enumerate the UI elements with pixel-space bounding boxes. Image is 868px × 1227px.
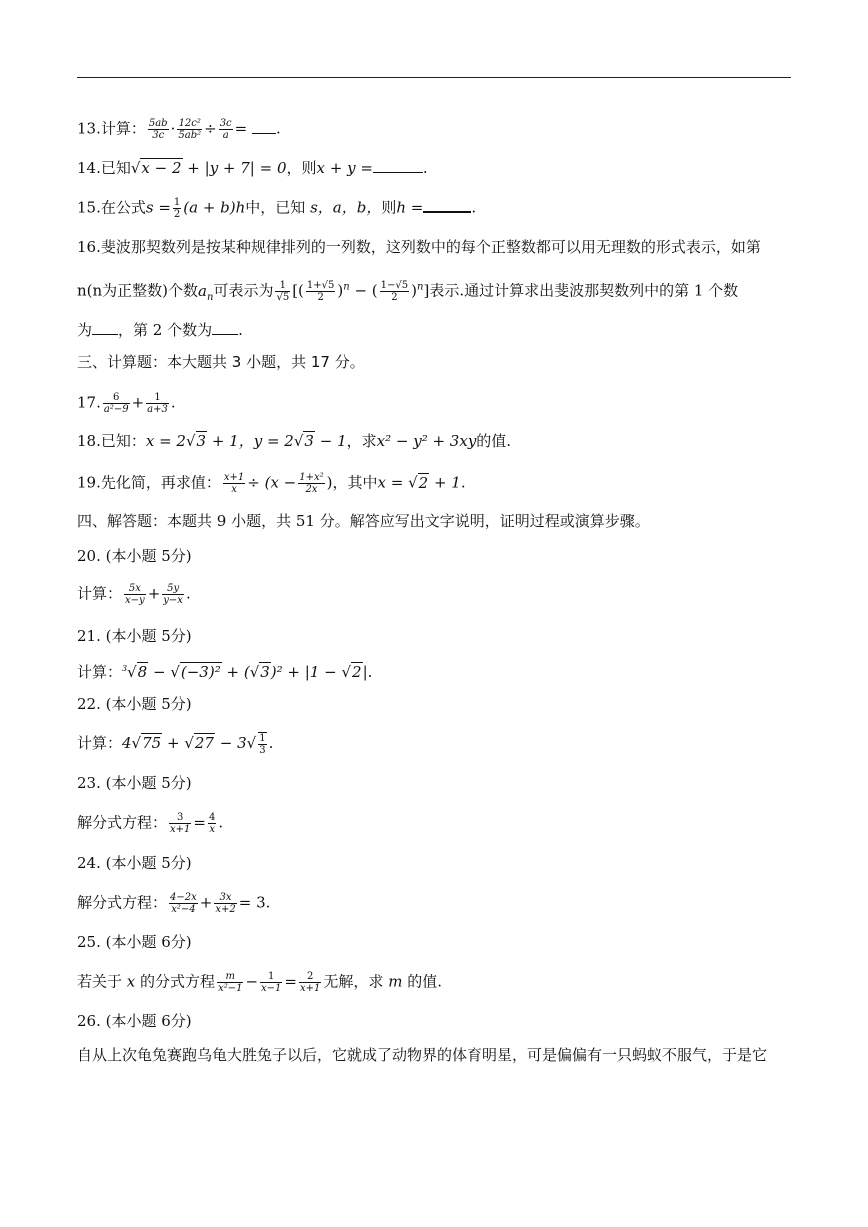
question-16-line-3: 为 ，第 2 个数为 . — [77, 321, 243, 339]
question-23-heading: 23. (本小题 5分) — [77, 774, 192, 792]
question-21-heading: 21. (本小题 5分) — [77, 627, 192, 645]
question-25-heading: 25. (本小题 6分) — [77, 933, 192, 951]
question-26: 自从上次龟兔赛跑乌龟大胜兔子以后，它就成了动物界的体育明星，可是偏偏有一只蚂蚁不服气，于是它 — [77, 1046, 768, 1064]
question-19: 19.先化简，再求值： $\frac{x+1}{x}$ ÷ (x − $\frac{\text{1+x²}}{2x}$ )，其中x = √2 + 1. — [77, 472, 466, 495]
question-14: 14.已知√x − 2 + |y + 7| = 0，则x + y = . — [77, 159, 428, 177]
question-15: 15.在公式s = $\frac{1}{2}$ (a + b)h中，已知 s，a，b，则h = . — [77, 197, 477, 220]
section-3-heading: 三、计算题：本大题共 3 小题，共 17 分。 — [77, 353, 365, 371]
question-25: 若关于 x 的分式方程 $\frac{m}{\text{x²−1}}$ − $\frac{1}{x-1}$ = $\frac{2}{x+1}$ 无解，求 m 的值. — [77, 971, 442, 994]
question-21: 计算：$^3$√8 − √(−3)² + (√3)² + |1 − √2|. — [77, 663, 373, 681]
section-4-heading: 四、解答题：本题共 9 小题，共 51 分。解答应写出文字说明，证明过程或演算步骤。 — [77, 512, 650, 530]
header-rule — [77, 77, 791, 78]
question-18: 18.已知：x = 2√3 + 1，y = 2√3 − 1，求x² − y² + 3xy的值. — [77, 432, 512, 450]
question-24-heading: 24. (本小题 5分) — [77, 854, 192, 872]
question-13: 13.计算： $\frac{5ab}{3c}$ · $\frac{\text{12c²}}{\text{5ab²}}$ ÷ $\frac{3c}{a}$ = . — [77, 118, 281, 141]
question-16-line-1: 16.斐波那契数列是按某种规律排列的一列数，这列数中的每个正整数都可以用无理数的形式表示，如第 — [77, 238, 761, 256]
question-23: 解分式方程： $\frac{3}{x+1}$ = $\frac{4}{x}$ . — [77, 812, 224, 835]
question-20: 计算： $\frac{5x}{x-y}$ + $\frac{5y}{y-x}$ . — [77, 583, 191, 606]
question-24: 解分式方程： $\frac{4-2x}{\text{x²−4}}$ + $\frac{3x}{x+2}$ = 3. — [77, 892, 271, 915]
question-22-heading: 22. (本小题 5分) — [77, 695, 192, 713]
question-20-heading: 20. (本小题 5分) — [77, 547, 192, 565]
question-26-heading: 26. (本小题 6分) — [77, 1012, 192, 1030]
question-22: 计算：4√75 + √27 − 3√ $\frac{1}{3}$ . — [77, 733, 274, 756]
question-17: 17. $\frac{6}{\text{a²−9}}$ + $\frac{1}{a+3}$ . — [77, 392, 176, 415]
question-16-line-2: n(n为正整数)个数$a_n$可表示为 $\frac{1}{√5}$ [( $\frac{1+√5}{2}$ )$^n$ − ( $\frac{1-√5}{2}$ )$^n$]表示.通过计算求出斐波那契数列中的第 1 个数 — [77, 280, 739, 303]
